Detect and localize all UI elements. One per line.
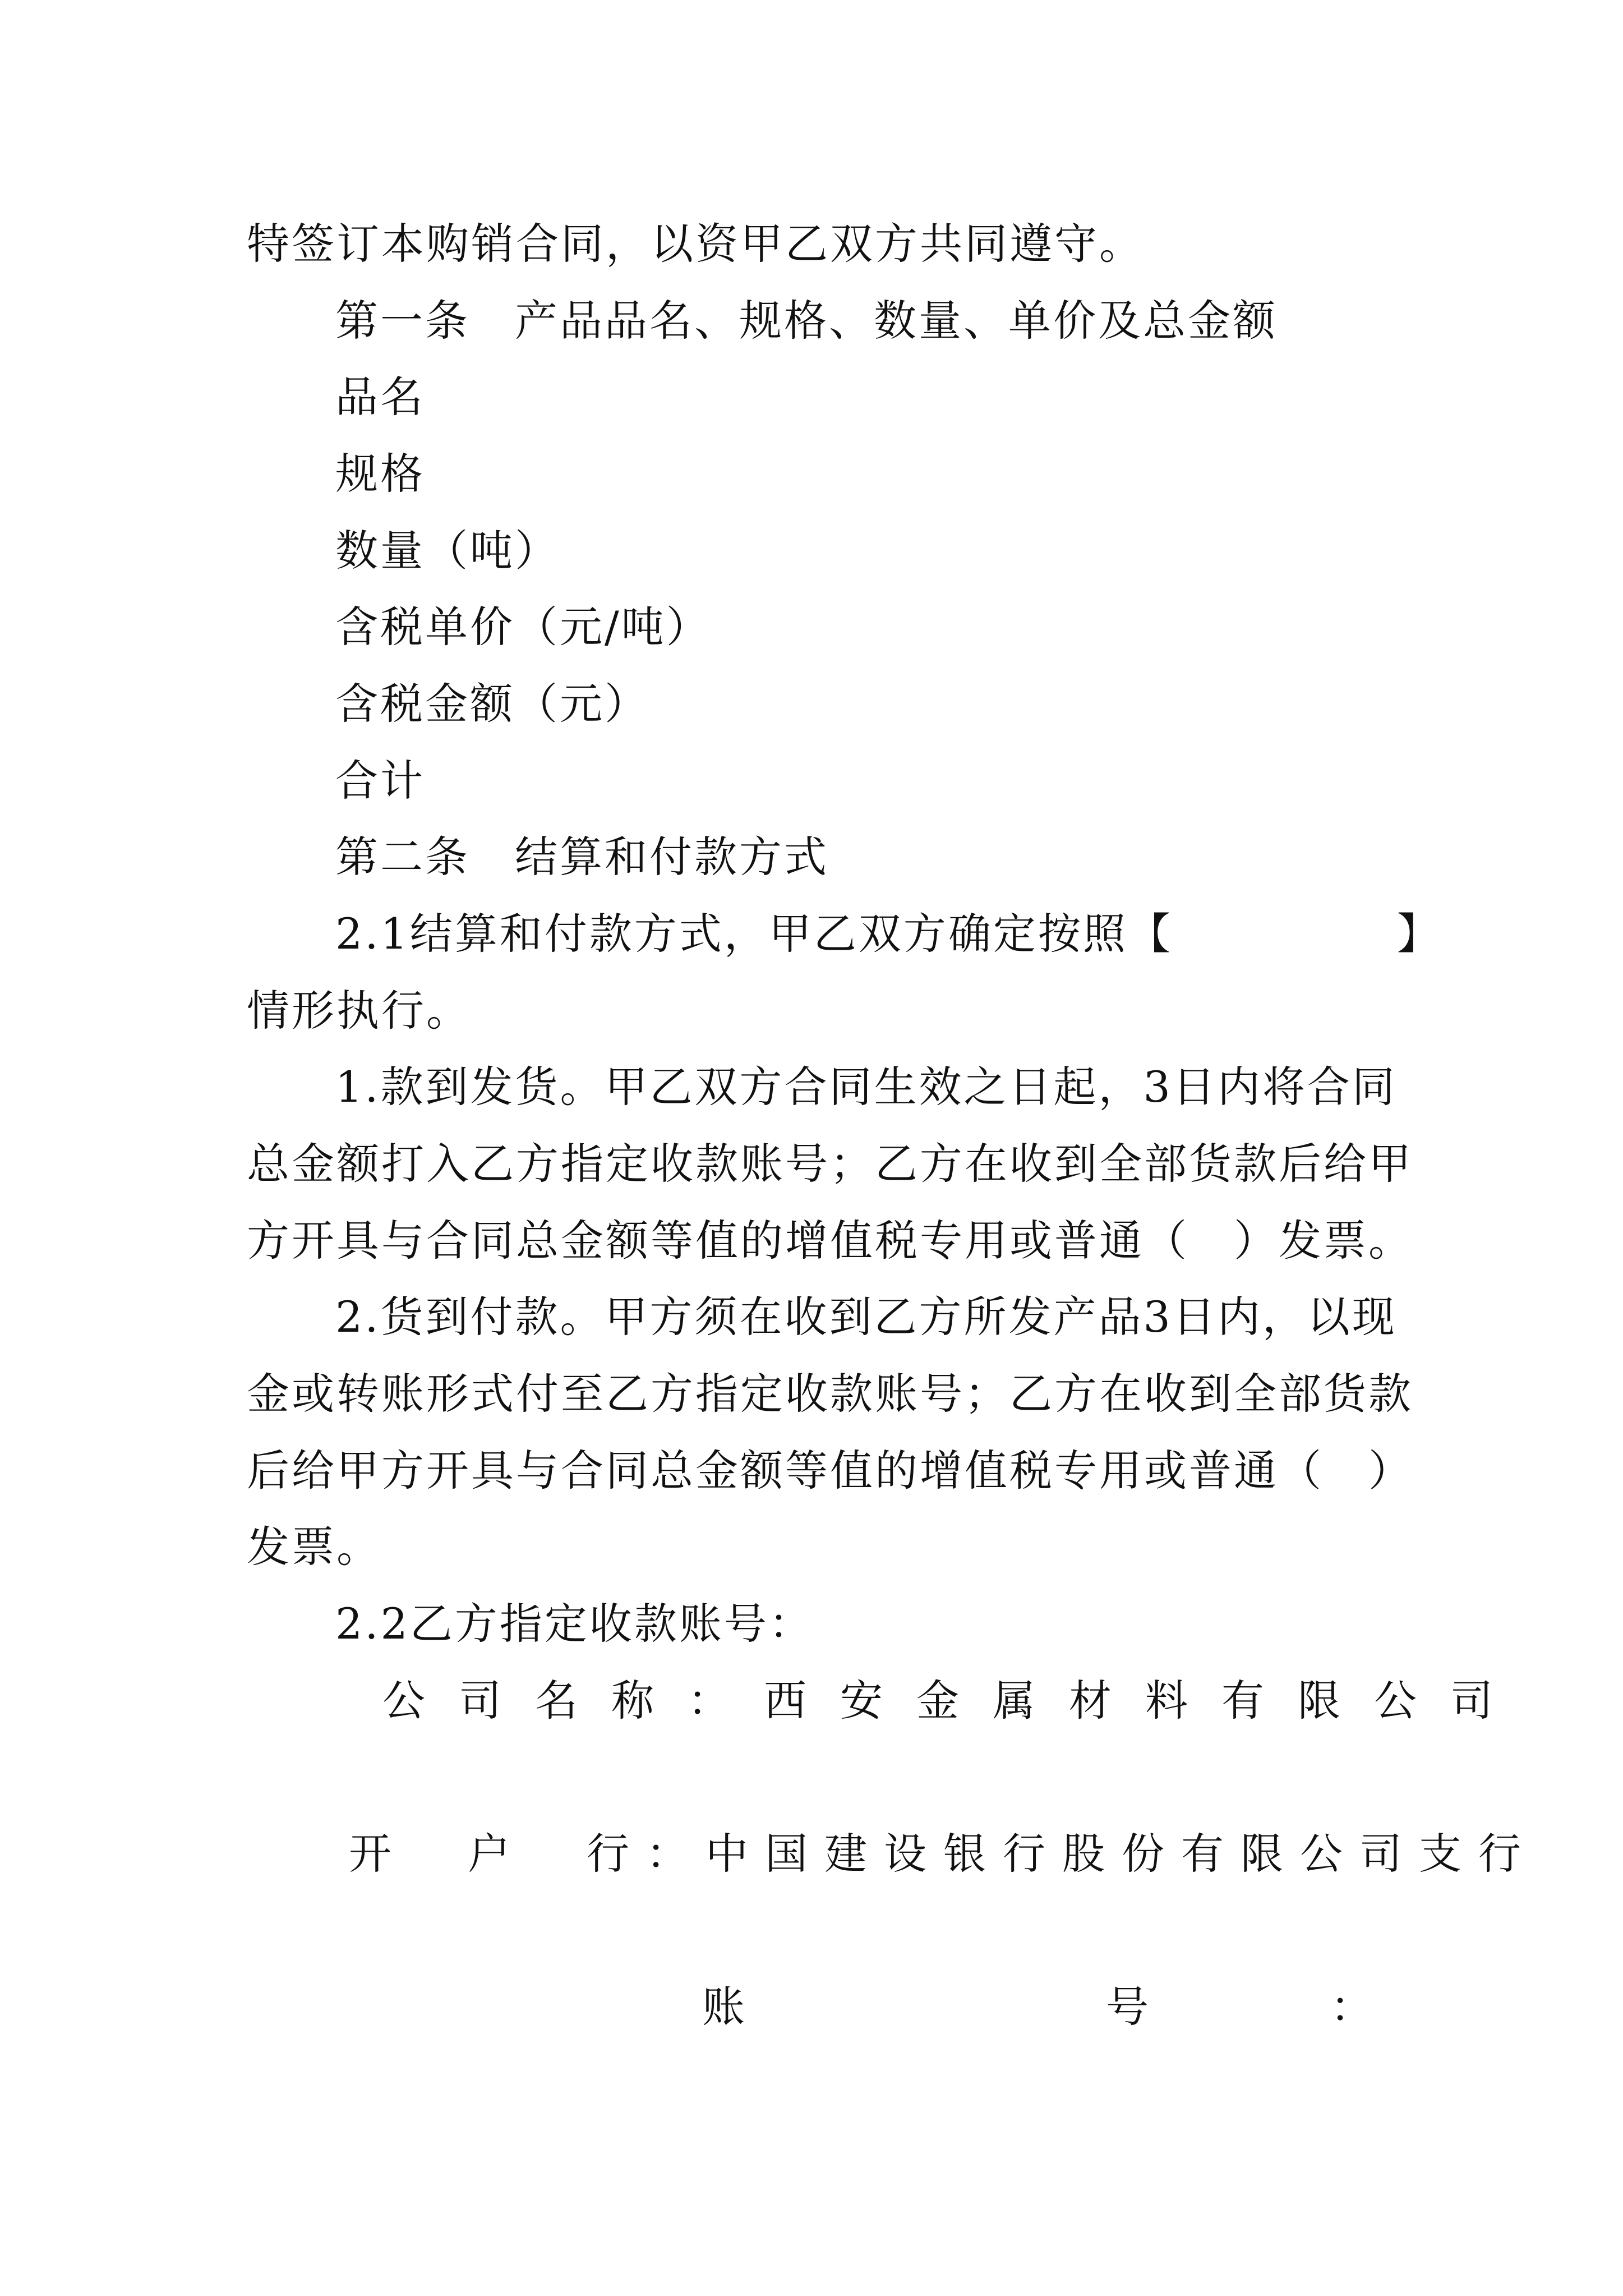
text-line: 金或转账形式付至乙方指定收款账号；乙方在收到全部货款 bbox=[247, 1369, 1413, 1419]
field-total: 合计 bbox=[335, 756, 425, 806]
option-1: 1.款到发货。甲乙双方合同生效之日起，3日内将合同 bbox=[335, 1062, 1397, 1112]
text-line: 特签订本购销合同，以资甲乙双方共同遵守。 bbox=[247, 219, 1144, 269]
field-unit-price: 含税单价（元/吨） bbox=[335, 602, 711, 652]
text-line: 情形执行。 bbox=[247, 986, 471, 1036]
text-line: 后给甲方开具与合同总金额等值的增值税专用或普通（ ） bbox=[247, 1446, 1413, 1496]
option-2: 2.货到付款。甲方须在收到乙方所发产品3日内，以现 bbox=[335, 1292, 1397, 1342]
text-line: 发票。 bbox=[247, 1522, 381, 1572]
field-spec: 规格 bbox=[335, 449, 425, 499]
text-line: 方开具与合同总金额等值的增值税专用或普通（ ）发票。 bbox=[247, 1216, 1413, 1266]
field-amount: 含税金额（元） bbox=[335, 679, 649, 729]
field-product-name: 品名 bbox=[335, 372, 425, 422]
account-colon: ： bbox=[1330, 1982, 1373, 2032]
bank-line: 开 户 行：中国建设银行股份有限公司支行 bbox=[349, 1829, 1538, 1879]
section-heading-2: 第二条 结算和付款方式 bbox=[335, 832, 829, 882]
section-heading-1: 第一条 产品品名、规格、数量、单价及总金额 bbox=[335, 296, 1278, 346]
text-line: 总金额打入乙方指定收款账号；乙方在收到全部货款后给甲 bbox=[247, 1139, 1413, 1189]
company-name-line: 公司名称：西安金属材料有限公司 bbox=[382, 1676, 1527, 1726]
clause-2-1: 2.1结算和付款方式，甲乙双方确定按照【 】 bbox=[335, 909, 1442, 959]
field-quantity: 数量（吨） bbox=[335, 526, 560, 576]
account-label-char: 账 bbox=[702, 1982, 745, 2032]
account-label-char: 号 bbox=[1106, 1982, 1149, 2032]
clause-2-2: 2.2乙方指定收款账号： bbox=[335, 1599, 814, 1649]
